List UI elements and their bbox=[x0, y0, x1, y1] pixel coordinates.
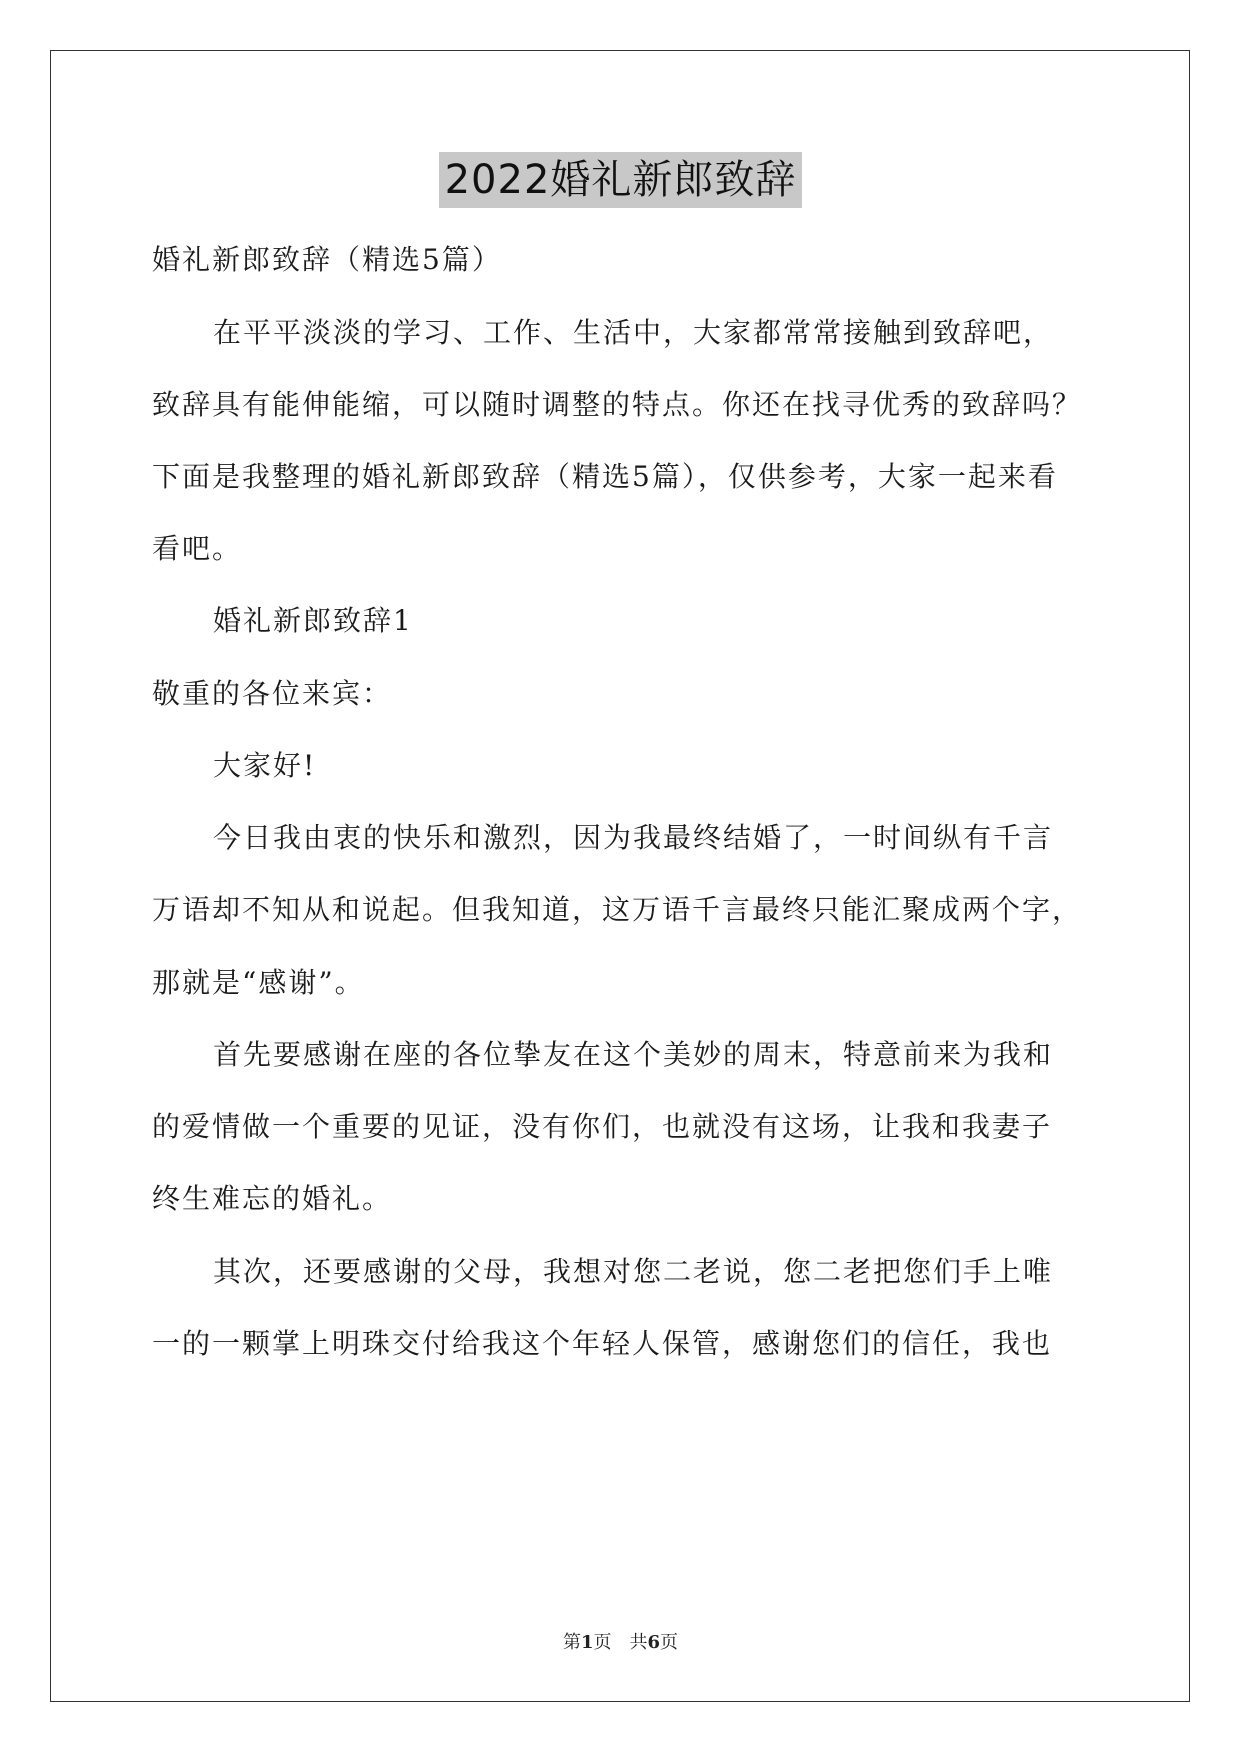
paragraph-line: 的爱情做一个重要的见证，没有你们，也就没有这场，让我和我妻子 bbox=[152, 1110, 1053, 1143]
paragraph-line: 今日我由衷的快乐和激烈，因为我最终结婚了，一时间纵有千言 bbox=[213, 821, 1054, 854]
paragraph-line: 那就是“感谢”。 bbox=[152, 966, 365, 999]
paragraph-line: 下面是我整理的婚礼新郎致辞（精选5篇），仅供参考，大家一起来看 bbox=[152, 460, 1058, 493]
page-total-number: 6 bbox=[647, 1632, 661, 1653]
title-container bbox=[0, 152, 1241, 208]
paragraph-line: 在平平淡淡的学习、工作、生活中，大家都常常接触到致辞吧， bbox=[213, 316, 1054, 349]
salutation-line: 敬重的各位来宾： bbox=[152, 677, 393, 710]
paragraph-line: 其次，还要感谢的父母，我想对您二老说，您二老把您们手上唯 bbox=[213, 1255, 1054, 1288]
subtitle-line: 婚礼新郎致辞（精选5篇） bbox=[152, 243, 502, 276]
greeting-line: 大家好! bbox=[213, 749, 317, 782]
paragraph-line: 一的一颗掌上明珠交付给我这个年轻人保管，感谢您们的信任，我也 bbox=[152, 1327, 1053, 1360]
page-label-suffix: 页 bbox=[660, 1632, 679, 1653]
page-footer bbox=[0, 1628, 1241, 1654]
paragraph-line: 首先要感谢在座的各位挚友在这个美妙的周末，特意前来为我和 bbox=[213, 1038, 1054, 1071]
section-heading: 婚礼新郎致辞1 bbox=[213, 604, 413, 637]
page-label-prefix: 第 bbox=[562, 1632, 581, 1653]
paragraph-line: 终生难忘的婚礼。 bbox=[152, 1182, 393, 1215]
paragraph-line: 万语却不知从和说起。但我知道，这万语千言最终只能汇聚成两个字， bbox=[152, 893, 1083, 926]
document-title: 2022婚礼新郎致辞 bbox=[439, 152, 803, 208]
paragraph-line: 致辞具有能伸能缩，可以随时调整的特点。你还在找寻优秀的致辞吗？ bbox=[152, 388, 1083, 421]
paragraph-line: 看吧。 bbox=[152, 532, 243, 565]
page-label-mid: 页 共 bbox=[593, 1632, 648, 1653]
page-border bbox=[50, 50, 1190, 1702]
page-current-number: 1 bbox=[580, 1632, 594, 1653]
